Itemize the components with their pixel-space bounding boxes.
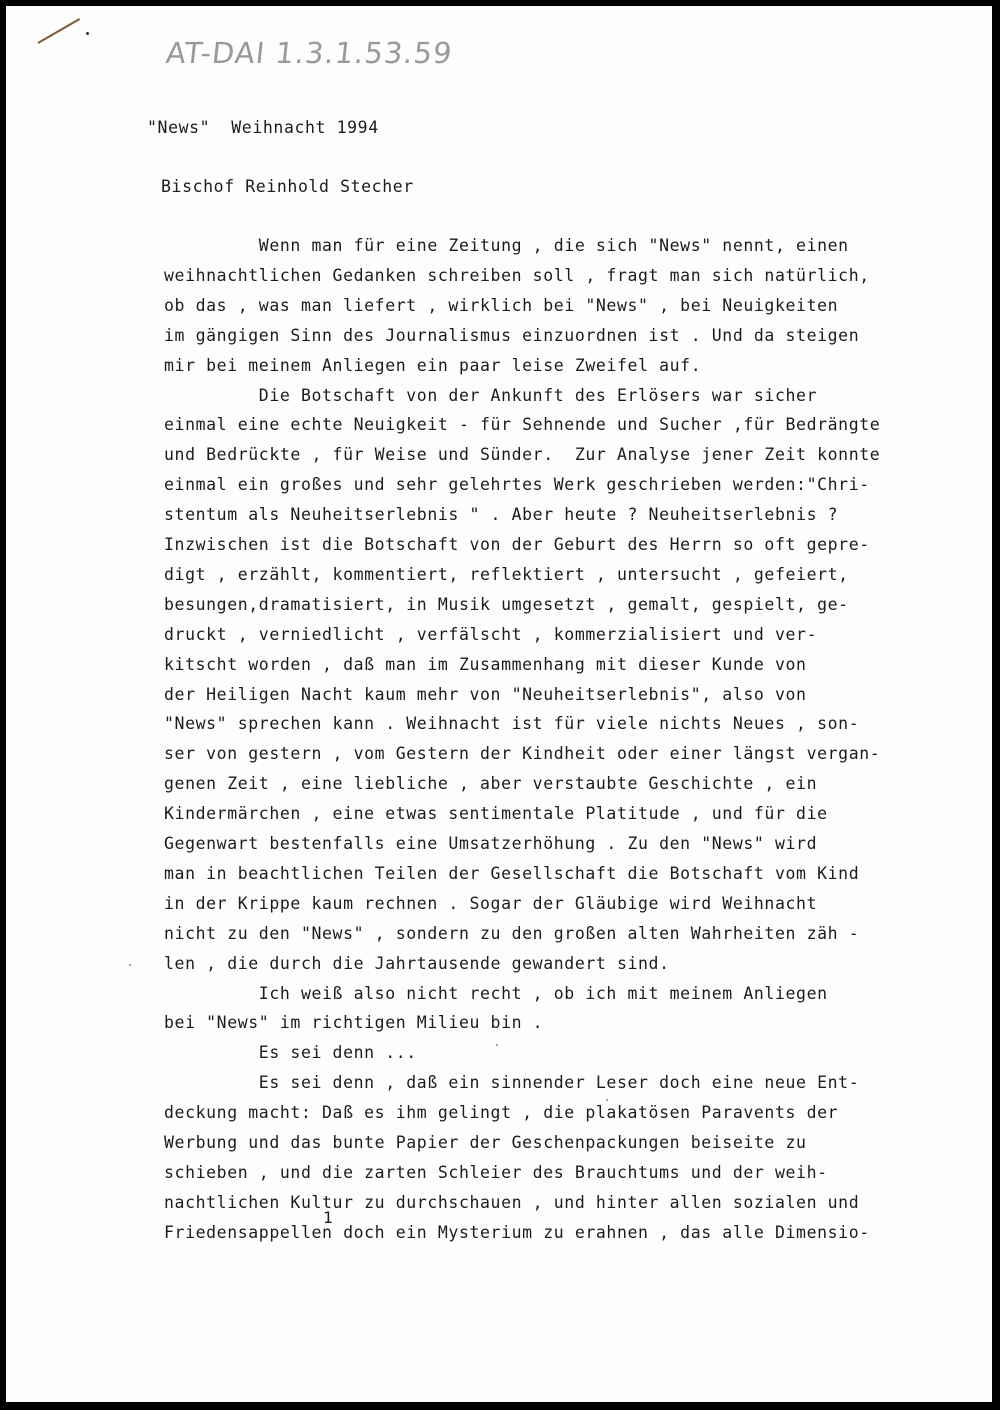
body-line: digt , erzählt, kommentiert, reflektiert , untersucht , gefeiert, xyxy=(164,564,849,584)
body-line: Kindermärchen , eine etwas sentimentale Platitude , und für die xyxy=(164,804,828,824)
body-line: man in beachtlichen Teilen der Gesellschaft die Botschaft vom Kind xyxy=(164,863,860,883)
body-line: ob das , was man liefert , wirklich bei "News" , bei Neuigkeiten xyxy=(164,295,839,315)
page-number: 1 xyxy=(323,1208,333,1227)
body-line: Gegenwart bestenfalls eine Umsatzerhöhung . Zu den "News" wird xyxy=(164,834,818,853)
archive-reference: AT-DAI 1.3.1.53.59 xyxy=(164,36,455,70)
body-line: besungen,dramatisiert, in Musik umgesetzt , gemalt, gespielt, ge- xyxy=(164,594,849,614)
body-line: im gängigen Sinn des Journalismus einzuordnen ist . Und da steigen xyxy=(164,325,860,345)
body-line: schieben , und die zarten Schleier des Brauchtums und der weih- xyxy=(164,1162,828,1182)
ink-dot xyxy=(86,32,89,35)
body-line: weihnachtlichen Gedanken schreiben soll , fragt man sich natürlich, xyxy=(164,265,870,285)
body-line: Inzwischen ist die Botschaft von der Geburt des Herrn so oft gepre- xyxy=(164,535,870,554)
body-line: einmal eine echte Neuigkeit - für Sehnende und Sucher ,für Bedrängte xyxy=(164,415,881,435)
body-line: Die Botschaft von der Ankunft des Erlösers war sicher xyxy=(164,385,818,405)
author-line: Bischof Reinhold Stecher xyxy=(161,177,414,196)
pencil-mark xyxy=(38,18,81,44)
body-line: ser von gestern , vom Gestern der Kindheit oder einer längst vergan- xyxy=(164,744,881,764)
body-line: nicht zu den "News" , sondern zu den großen alten Wahrheiten zäh - xyxy=(164,923,860,943)
paper-speck xyxy=(496,1044,498,1046)
paper-speck xyxy=(606,1099,608,1101)
body-line: Es sei denn , daß ein sinnender Leser doch eine neue Ent- xyxy=(164,1073,860,1093)
body-line: len , die durch die Jahrtausende gewandert sind. xyxy=(164,953,670,973)
body-line: kitscht worden , daß man im Zusammenhang mit dieser Kunde von xyxy=(164,654,807,674)
document-header: "News" Weihnacht 1994 xyxy=(147,118,379,137)
document-page xyxy=(6,6,992,1402)
body-line: Ich weiß also nicht recht , ob ich mit meinem Anliegen xyxy=(164,983,828,1003)
body-line: in der Krippe kaum rechnen . Sogar der Gläubige wird Weihnacht xyxy=(164,893,818,913)
body-line: nachtlichen Kultur zu durchschauen , und hinter allen sozialen und xyxy=(164,1192,860,1212)
body-line: Friedensappellen doch ein Mysterium zu erahnen , das alle Dimensio- xyxy=(164,1222,870,1242)
body-line: Wenn man für eine Zeitung , die sich "News" nennt, einen xyxy=(164,236,849,255)
body-line: stentum als Neuheitserlebnis " . Aber heute ? Neuheitserlebnis ? xyxy=(164,505,839,525)
body-line: der Heiligen Nacht kaum mehr von "Neuheitserlebnis", also von xyxy=(164,684,807,704)
body-line: deckung macht: Daß es ihm gelingt , die plakatösen Paravents der xyxy=(164,1103,839,1123)
body-line: und Bedrückte , für Weise und Sünder. Zur Analyse jener Zeit konnte xyxy=(164,445,881,465)
body-line: bei "News" im richtigen Milieu bin . xyxy=(164,1013,544,1033)
paper-speck xyxy=(129,964,131,966)
body-line: Es sei denn ... xyxy=(164,1043,417,1063)
body-line: genen Zeit , eine liebliche , aber verstaubte Geschichte , ein xyxy=(164,774,818,794)
body-line: Werbung und das bunte Papier der Geschenpackungen beiseite zu xyxy=(164,1133,807,1152)
body-line: druckt , verniedlicht , verfälscht , kommerzialisiert und ver- xyxy=(164,624,818,644)
body-line: "News" sprechen kann . Weihnacht ist für viele nichts Neues , son- xyxy=(164,714,860,734)
body-line: einmal ein großes und sehr gelehrtes Werk geschrieben werden:"Chri- xyxy=(164,475,870,495)
body-line: mir bei meinem Anliegen ein paar leise Zweifel auf. xyxy=(164,355,702,375)
